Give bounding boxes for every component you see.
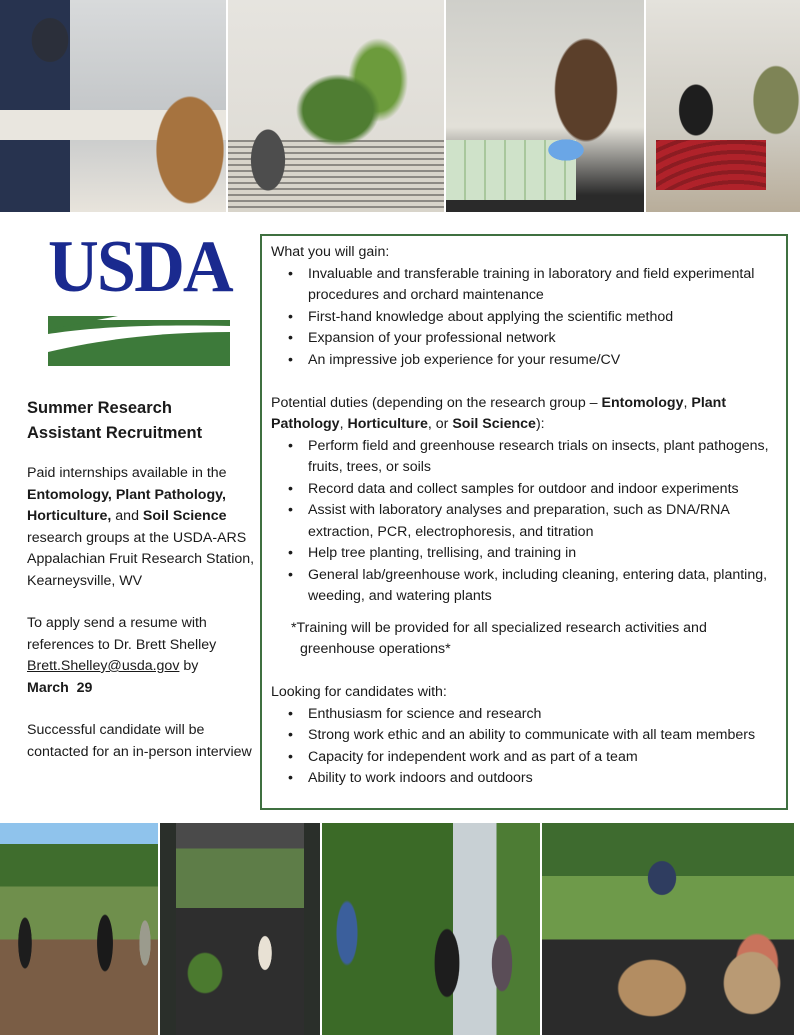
candidates-list xyxy=(271,704,777,790)
intro-paragraph: Paid internships available in the Entomology, Plant Pathology, Horticulture, and Soil Science research groups at the USDA-ARS Appalachian Fruit Research Station, Kearneysville, WV xyxy=(27,465,255,589)
list-item: • General lab/greenhouse work, including cleaning, entering data, planting, weeding, and watering plants xyxy=(271,565,777,608)
lab-fume-hood-photo xyxy=(0,0,226,212)
list-item: • Capacity for independent work and as part of a team xyxy=(271,747,777,769)
details-box xyxy=(260,234,788,810)
list-item: • Invaluable and transferable training in laboratory and field experimental procedures and orchard maintenance xyxy=(271,264,777,307)
list-item: • Perform field and greenhouse research trials on insects, plant pathogens, fruits, trees, or soils xyxy=(271,436,777,479)
gain-title: What you will gain: xyxy=(271,244,390,260)
bottom-photo-strip xyxy=(0,823,800,1035)
page-title: Summer Research Assistant Recruitment xyxy=(27,399,203,442)
fruit-bags-photo xyxy=(542,823,794,1035)
list-item: • An impressive job experience for your resume/CV xyxy=(271,350,777,372)
candidates-title: Looking for candidates with: xyxy=(271,684,447,700)
tree-planting-photo xyxy=(0,823,158,1035)
list-item: • Record data and collect samples for outdoor and indoor experiments xyxy=(271,479,777,501)
deadline: March 29 xyxy=(27,679,93,696)
training-note: *Training will be provided for all specialized research activities and greenhouse operations* xyxy=(291,619,707,657)
gain-list xyxy=(271,264,777,372)
duties-title: Potential duties (depending on the research group – Entomology, Plant Pathology, Horticulture, or Soil Science): xyxy=(271,394,727,432)
list-item: • Enthusiasm for science and research xyxy=(271,704,777,726)
screenhouse-photo xyxy=(160,823,320,1035)
list-item: • Ability to work indoors and outdoors xyxy=(271,768,777,790)
usda-field-icon xyxy=(48,316,230,366)
usda-logo-text: USDA xyxy=(48,226,232,308)
duties-list xyxy=(271,436,777,608)
left-column xyxy=(27,396,255,784)
list-item: • Assist with laboratory analyses and preparation, such as DNA/RNA extraction, PCR, electrophoresis, and titration xyxy=(271,500,777,543)
list-item: • Strong work ethic and an ability to communicate with all team members xyxy=(271,725,777,747)
apply-paragraph: To apply send a resume with references to Dr. Brett Shelley Brett.Shelley@usda.gov by March 29 xyxy=(27,615,217,696)
top-photo-strip xyxy=(0,0,800,212)
usda-logo xyxy=(48,226,232,370)
orchard-harvest-photo xyxy=(322,823,540,1035)
closing-paragraph: Successful candidate will be contacted for an in-person interview xyxy=(27,722,252,760)
potted-trees-photo xyxy=(228,0,444,212)
list-item: • First-hand knowledge about applying the scientific method xyxy=(271,307,777,329)
contact-email-link[interactable]: Brett.Shelley@usda.gov xyxy=(27,658,180,674)
list-item: • Expansion of your professional network xyxy=(271,328,777,350)
apple-sorting-photo xyxy=(646,0,800,212)
tissue-culture-photo xyxy=(446,0,644,212)
list-item: • Help tree planting, trellising, and training in xyxy=(271,543,777,565)
